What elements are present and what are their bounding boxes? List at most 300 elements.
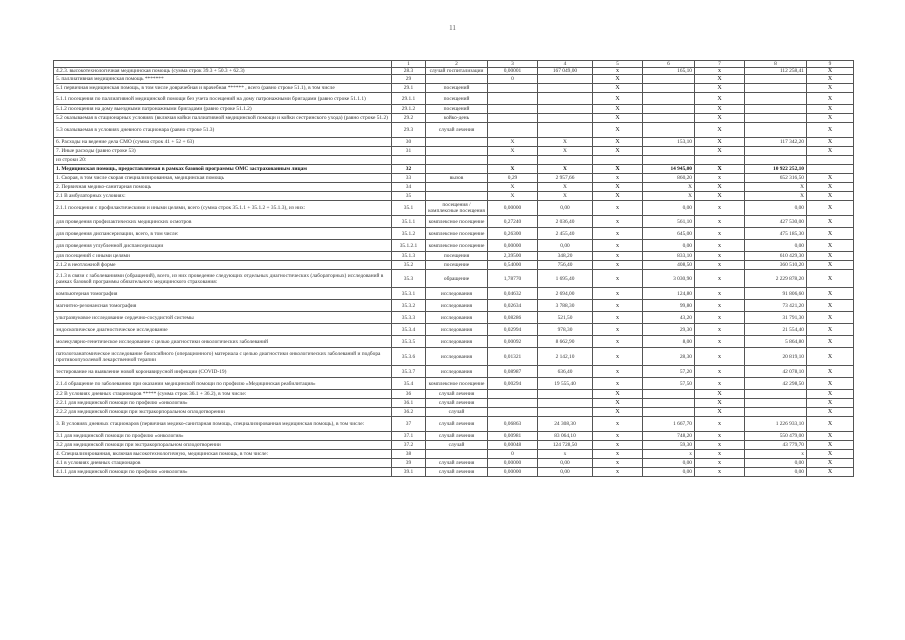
cost-cell: 0,00: [538, 201, 593, 216]
cost-cell: 2 957,66: [538, 174, 593, 183]
per-capita-cell: 561,10: [643, 216, 695, 228]
cost-cell: [538, 156, 593, 165]
row-code-cell: 35: [392, 192, 426, 201]
per-capita-cell: 57,20: [643, 366, 695, 378]
col-5-cell: Х: [593, 138, 643, 147]
row-code-cell: 36.1: [392, 399, 426, 408]
cost-cell: [538, 390, 593, 399]
column-number: 4: [538, 61, 593, 68]
col-5-cell: Х: [593, 114, 643, 123]
rate-cell: 0,29: [488, 174, 538, 183]
row-code-cell: 35.3.5: [392, 336, 426, 348]
row-code-cell: 39: [392, 459, 426, 468]
column-number: [54, 61, 392, 68]
rate-cell: [488, 123, 538, 138]
col-5-cell: х: [593, 68, 643, 75]
col-5-cell: х: [593, 450, 643, 459]
col-7-cell: Х: [695, 75, 745, 84]
cost-cell: 521,50: [538, 312, 593, 324]
col-5-cell: Х: [593, 192, 643, 201]
table-row: [54, 399, 854, 408]
row-code-cell: 35.3.3: [392, 312, 426, 324]
col-9-cell: Х: [807, 399, 854, 408]
row-code-cell: 29: [392, 75, 426, 84]
column-number: 6: [643, 61, 695, 68]
row-label-cell: тестирование на выявление новой коронавирусной инфекции (COVID-19): [54, 366, 392, 378]
column-number: 8: [745, 61, 807, 68]
col-7-cell: х: [695, 432, 745, 441]
amount-cell: 360 510,20: [745, 261, 807, 270]
table-row: [54, 114, 854, 123]
row-label-cell: 5. паллиативная медицинская помощь *******: [54, 75, 392, 84]
table-row: [54, 366, 854, 378]
table-row: [54, 270, 854, 288]
unit-cell: комплексное посещение: [426, 216, 488, 228]
col-5-cell: Х: [593, 165, 643, 174]
cost-cell: 636,40: [538, 366, 593, 378]
per-capita-cell: 165,10: [643, 68, 695, 75]
rate-cell: 0: [488, 75, 538, 84]
col-7-cell: х: [695, 441, 745, 450]
per-capita-cell: 0,00: [643, 468, 695, 477]
col-9-cell: Х: [807, 192, 854, 201]
row-label-cell: 6. Расходы на ведение дела СМО (сумма строк 41 + 52 + 63): [54, 138, 392, 147]
rate-cell: 0,04632: [488, 288, 538, 300]
table-row: [54, 201, 854, 216]
col-5-cell: х: [593, 378, 643, 390]
per-capita-cell: 99,80: [643, 300, 695, 312]
col-9-cell: [807, 165, 854, 174]
col-7-cell: х: [695, 459, 745, 468]
cost-cell: [538, 399, 593, 408]
unit-cell: [426, 450, 488, 459]
row-code-cell: 29.1: [392, 84, 426, 93]
row-label-cell: 1. Скорая, в том числе скорая специализированная, медицинская помощь: [54, 174, 392, 183]
col-7-cell: Х: [695, 183, 745, 192]
unit-cell: посещений: [426, 105, 488, 114]
per-capita-cell: [643, 75, 695, 84]
table-row: [54, 390, 854, 399]
unit-cell: случай: [426, 441, 488, 450]
col-7-cell: х: [695, 228, 745, 240]
row-label-cell: 1. Медицинская помощь, предоставляемая в рамках базовой программы ОМС застрахованным лицам: [54, 165, 392, 174]
amount-cell: 91 806,60: [745, 288, 807, 300]
cost-cell: 348,20: [538, 252, 593, 261]
cost-cell: х: [538, 450, 593, 459]
rate-cell: 0,54000: [488, 261, 538, 270]
per-capita-cell: [643, 93, 695, 105]
table-row: [54, 123, 854, 138]
row-code-cell: 34: [392, 183, 426, 192]
row-label-cell: 5.2 оказываемая в стационарных условиях (включая койки паллиативной медицинской помощи и койки сестринского ухода) (равно строке 51.2): [54, 114, 392, 123]
row-code-cell: 35.2: [392, 261, 426, 270]
col-9-cell: Х: [807, 300, 854, 312]
col-5-cell: х: [593, 252, 643, 261]
per-capita-cell: Х: [643, 183, 695, 192]
row-code-cell: 35.4: [392, 378, 426, 390]
row-label-cell: 4.1 в условиях дневных стационаров: [54, 459, 392, 468]
cost-cell: [538, 93, 593, 105]
unit-cell: [426, 75, 488, 84]
per-capita-cell: 57,50: [643, 378, 695, 390]
per-capita-cell: 3 030,90: [643, 270, 695, 288]
col-5-cell: х: [593, 216, 643, 228]
col-7-cell: Х: [695, 138, 745, 147]
col-5-cell: х: [593, 312, 643, 324]
row-label-cell: 4.1.1 для медицинской помощи по профилю «онкология»: [54, 468, 392, 477]
col-7-cell: Х: [695, 84, 745, 93]
cost-cell: [538, 114, 593, 123]
col-5-cell: х: [593, 270, 643, 288]
amount-cell: 427 530,00: [745, 216, 807, 228]
per-capita-cell: 748,20: [643, 432, 695, 441]
col-9-cell: Х: [807, 252, 854, 261]
table-row: [54, 252, 854, 261]
unit-cell: посещения: [426, 252, 488, 261]
per-capita-cell: 0,00: [643, 201, 695, 216]
unit-cell: исследования: [426, 324, 488, 336]
row-label-cell: 2. Первичная медико-санитарная помощь: [54, 183, 392, 192]
amount-cell: 0,00: [745, 240, 807, 252]
rate-cell: 0,27240: [488, 216, 538, 228]
col-9-cell: Х: [807, 408, 854, 417]
rate-cell: 0,00000: [488, 459, 538, 468]
amount-cell: 5 864,80: [745, 336, 807, 348]
cost-cell: 0,00: [538, 459, 593, 468]
col-9-cell: Х: [807, 114, 854, 123]
col-7-cell: х: [695, 288, 745, 300]
col-7-cell: х: [695, 366, 745, 378]
col-7-cell: [695, 156, 745, 165]
col-7-cell: Х: [695, 105, 745, 114]
amount-cell: 652 316,50: [745, 174, 807, 183]
row-label-cell: для проведения углубленной диспансеризации: [54, 240, 392, 252]
rate-cell: 0,00000: [488, 201, 538, 216]
amount-cell: [745, 390, 807, 399]
col-5-cell: [593, 156, 643, 165]
col-7-cell: х: [695, 378, 745, 390]
rate-cell: 0,01321: [488, 348, 538, 366]
rate-cell: 0: [488, 450, 538, 459]
unit-cell: обращение: [426, 270, 488, 288]
table-row: [54, 174, 854, 183]
table-row: [54, 156, 854, 165]
amount-cell: 73 421,20: [745, 300, 807, 312]
cost-cell: [538, 75, 593, 84]
col-9-cell: Х: [807, 123, 854, 138]
rate-cell: 0,00048: [488, 441, 538, 450]
rate-cell: 0,06863: [488, 417, 538, 432]
table-row: [54, 432, 854, 441]
col-7-cell: х: [695, 468, 745, 477]
unit-cell: [426, 183, 488, 192]
col-9-cell: Х: [807, 348, 854, 366]
row-label-cell: 3. В условиях дневных стационаров (первичная медико-санитарная помощь, специализированная медицинская помощь), в том числе:: [54, 417, 392, 432]
row-code-cell: 39.1: [392, 468, 426, 477]
unit-cell: исследования: [426, 336, 488, 348]
column-number: 7: [695, 61, 745, 68]
unit-cell: случай: [426, 408, 488, 417]
page-number: 11: [449, 24, 456, 32]
row-code-cell: 37.2: [392, 441, 426, 450]
table-row: [54, 165, 854, 174]
row-label-cell: 3.2 для медицинской помощи при экстракорпоральном оплодотворении: [54, 441, 392, 450]
col-9-cell: Х: [807, 324, 854, 336]
cost-cell: 24 308,30: [538, 417, 593, 432]
rate-cell: [488, 408, 538, 417]
amount-cell: 0,00: [745, 201, 807, 216]
unit-cell: [426, 192, 488, 201]
amount-cell: 0,00: [745, 459, 807, 468]
per-capita-cell: 28,30: [643, 348, 695, 366]
row-label-cell: ультразвуковое исследование сердечно-сосудистой системы: [54, 312, 392, 324]
rate-cell: [488, 105, 538, 114]
col-7-cell: х: [695, 300, 745, 312]
row-code-cell: 29.3: [392, 123, 426, 138]
table-row: [54, 312, 854, 324]
col-5-cell: Х: [593, 408, 643, 417]
col-5-cell: х: [593, 417, 643, 432]
per-capita-cell: [643, 123, 695, 138]
row-label-cell: 3.1 для медицинской помощи по профилю «онкология»: [54, 432, 392, 441]
cost-cell: 8 662,90: [538, 336, 593, 348]
per-capita-cell: 1 667,70: [643, 417, 695, 432]
rate-cell: 0,26300: [488, 228, 538, 240]
table-row: [54, 105, 854, 114]
table-row: [54, 240, 854, 252]
col-5-cell: х: [593, 324, 643, 336]
row-label-cell: молекулярно-генетическое исследование с целью диагностики онкологических заболеваний: [54, 336, 392, 348]
col-5-cell: х: [593, 300, 643, 312]
col-7-cell: Х: [695, 93, 745, 105]
table-row: [54, 450, 854, 459]
table-row: [54, 84, 854, 93]
col-9-cell: Х: [807, 378, 854, 390]
per-capita-cell: 43,20: [643, 312, 695, 324]
row-code-cell: 35.1.1: [392, 216, 426, 228]
per-capita-cell: 645,00: [643, 228, 695, 240]
table-row: [54, 324, 854, 336]
rate-cell: Х: [488, 192, 538, 201]
rate-cell: Х: [488, 183, 538, 192]
rate-cell: 0,00000: [488, 240, 538, 252]
col-5-cell: х: [593, 228, 643, 240]
col-9-cell: Х: [807, 450, 854, 459]
unit-cell: комплексное посещение: [426, 240, 488, 252]
amount-cell: [745, 114, 807, 123]
cost-cell: 19 555,40: [538, 378, 593, 390]
unit-cell: [426, 165, 488, 174]
cost-cell: 2 694,00: [538, 288, 593, 300]
col-5-cell: х: [593, 201, 643, 216]
row-code-cell: 35.1: [392, 201, 426, 216]
col-9-cell: Х: [807, 459, 854, 468]
per-capita-cell: 408,50: [643, 261, 695, 270]
per-capita-cell: 860,20: [643, 174, 695, 183]
col-5-cell: Х: [593, 105, 643, 114]
per-capita-cell: [643, 147, 695, 156]
col-5-cell: х: [593, 459, 643, 468]
unit-cell: исследования: [426, 348, 488, 366]
per-capita-cell: [643, 114, 695, 123]
table-row: [54, 300, 854, 312]
amount-cell: Х: [745, 183, 807, 192]
cost-cell: 0,00: [538, 240, 593, 252]
unit-cell: комплексное посещение: [426, 378, 488, 390]
table-row: [54, 216, 854, 228]
unit-cell: [426, 156, 488, 165]
col-7-cell: х: [695, 336, 745, 348]
row-label-cell: 2.1.2 в неотложной форме: [54, 261, 392, 270]
per-capita-cell: 833,10: [643, 252, 695, 261]
row-label-cell: 2.1.3 в связи с заболеваниями (обращений), всего, из них проведение следующих отдельных диагностических (лабораторных) исследований в рамках базовой программы обязательного медицинского страхования:: [54, 270, 392, 288]
cost-cell: 2 036,40: [538, 216, 593, 228]
row-label-cell: эндоскопическое диагностическое исследование: [54, 324, 392, 336]
row-label-cell: 4. Специализированная, включая высокотехнологичную, медицинская помощь, в том числе:: [54, 450, 392, 459]
row-label-cell: 7. Иные расходы (равно строке 53): [54, 147, 392, 156]
row-code-cell: 35.1.3: [392, 252, 426, 261]
amount-cell: [745, 123, 807, 138]
col-9-cell: Х: [807, 84, 854, 93]
amount-cell: [745, 156, 807, 165]
cost-cell: Х: [538, 138, 593, 147]
col-7-cell: Х: [695, 165, 745, 174]
per-capita-cell: 0,00: [643, 459, 695, 468]
rate-cell: 0,08286: [488, 312, 538, 324]
row-code-cell: 28.3: [392, 68, 426, 75]
col-5-cell: х: [593, 348, 643, 366]
unit-cell: исследования: [426, 312, 488, 324]
amount-cell: 1 226 933,10: [745, 417, 807, 432]
row-label-cell: патологоанатомическое исследование биопсийного (операционного) материала с целью диагностики онкологических заболеваний и подбора противоопухолевой лекарственной терапии: [54, 348, 392, 366]
row-code-cell: 35.3.2: [392, 300, 426, 312]
col-9-cell: Х: [807, 147, 854, 156]
row-label-cell: 4.2.3. высокотехнологичная медицинская помощь (сумма строк 39.3 + 50.3 + 62.3): [54, 68, 392, 75]
cost-cell: 0,00: [538, 468, 593, 477]
col-5-cell: Х: [593, 147, 643, 156]
rate-cell: 0,00294: [488, 378, 538, 390]
col-5-cell: х: [593, 288, 643, 300]
unit-cell: случай лечения: [426, 432, 488, 441]
unit-cell: комплексное посещение: [426, 228, 488, 240]
cost-cell: 124 728,50: [538, 441, 593, 450]
row-label-cell: 2.1.4 обращение по заболеванию при оказании медицинской помощи по профилю «Медицинская реабилитация»: [54, 378, 392, 390]
unit-cell: посещений: [426, 93, 488, 105]
rate-cell: 0,08987: [488, 366, 538, 378]
row-label-cell: для проведения профилактических медицинских осмотров: [54, 216, 392, 228]
rate-cell: 0,02994: [488, 324, 538, 336]
col-7-cell: Х: [695, 390, 745, 399]
amount-cell: 117 342,20: [745, 138, 807, 147]
col-7-cell: Х: [695, 147, 745, 156]
col-7-cell: х: [695, 417, 745, 432]
col-9-cell: Х: [807, 270, 854, 288]
col-9-cell: Х: [807, 366, 854, 378]
rate-cell: [488, 84, 538, 93]
table-row: [54, 228, 854, 240]
amount-cell: 42 078,10: [745, 366, 807, 378]
col-9-cell: Х: [807, 441, 854, 450]
row-label-cell: 2.1.1 посещения с профилактическими и иными целями, всего (сумма строк 35.1.1 + 35.1.2 + 35.1.3), из них:: [54, 201, 392, 216]
col-9-cell: Х: [807, 183, 854, 192]
amount-cell: 21 554,40: [745, 324, 807, 336]
rate-cell: 0,00981: [488, 432, 538, 441]
row-code-cell: 35.3.6: [392, 348, 426, 366]
unit-cell: койко-день: [426, 114, 488, 123]
col-5-cell: Х: [593, 84, 643, 93]
cost-cell: 167 049,00: [538, 68, 593, 75]
column-number: 9: [807, 61, 854, 68]
row-code-cell: 37: [392, 417, 426, 432]
table-row: [54, 192, 854, 201]
col-7-cell: Х: [695, 192, 745, 201]
rate-cell: Х: [488, 138, 538, 147]
table-row: [54, 75, 854, 84]
amount-cell: [745, 147, 807, 156]
col-9-cell: Х: [807, 201, 854, 216]
col-5-cell: х: [593, 336, 643, 348]
col-7-cell: Х: [695, 114, 745, 123]
row-code-cell: 29.1.2: [392, 105, 426, 114]
amount-cell: 112 258,41: [745, 68, 807, 75]
row-code-cell: 31: [392, 147, 426, 156]
per-capita-cell: 59,30: [643, 441, 695, 450]
amount-cell: [745, 408, 807, 417]
col-5-cell: Х: [593, 75, 643, 84]
row-code-cell: 35.3.7: [392, 366, 426, 378]
cost-cell: 2 455,40: [538, 228, 593, 240]
unit-cell: вызов: [426, 174, 488, 183]
unit-cell: посещений: [426, 84, 488, 93]
row-code-cell: 30: [392, 138, 426, 147]
row-label-cell: из строки 20:: [54, 156, 392, 165]
table-row: [54, 459, 854, 468]
table-row: [54, 408, 854, 417]
col-7-cell: х: [695, 240, 745, 252]
col-7-cell: Х: [695, 408, 745, 417]
col-7-cell: х: [695, 216, 745, 228]
row-label-cell: 5.3 оказываемая в условиях дневного стационара (равно строке 51.3): [54, 123, 392, 138]
col-7-cell: х: [695, 68, 745, 75]
amount-cell: [745, 93, 807, 105]
row-label-cell: 2.2 В условиях дневных стационаров ***** (сумма строк 36.1 + 36.2), в том числе:: [54, 390, 392, 399]
row-code-cell: 29.1.1: [392, 93, 426, 105]
row-label-cell: 5.1 первичная медицинская помощь, в том числе доврачебная и врачебная ****** , всего (равно строке 51.1), в том числе: [54, 84, 392, 93]
col-5-cell: х: [593, 441, 643, 450]
amount-cell: 20 819,10: [745, 348, 807, 366]
column-number: 3: [488, 61, 538, 68]
column-number: 2: [426, 61, 488, 68]
cost-cell: [538, 123, 593, 138]
per-capita-cell: [643, 105, 695, 114]
per-capita-cell: х: [643, 450, 695, 459]
rate-cell: [488, 93, 538, 105]
row-code-cell: [392, 156, 426, 165]
per-capita-cell: 14 945,00: [643, 165, 695, 174]
row-label-cell: для посещений с иными целями: [54, 252, 392, 261]
rate-cell: 0,02634: [488, 300, 538, 312]
col-7-cell: х: [695, 312, 745, 324]
cost-cell: Х: [538, 192, 593, 201]
rate-cell: Х: [488, 165, 538, 174]
cost-cell: Х: [538, 147, 593, 156]
col-5-cell: х: [593, 240, 643, 252]
table-row: [54, 288, 854, 300]
unit-cell: случай лечения: [426, 459, 488, 468]
row-label-cell: магнитно-резонансная томография: [54, 300, 392, 312]
row-label-cell: 5.1.1 посещения по паллиативной медицинской помощи без учета посещений на дому патронажными бригадами (равно строке 51.1.1): [54, 93, 392, 105]
rate-cell: 0,00000: [488, 468, 538, 477]
